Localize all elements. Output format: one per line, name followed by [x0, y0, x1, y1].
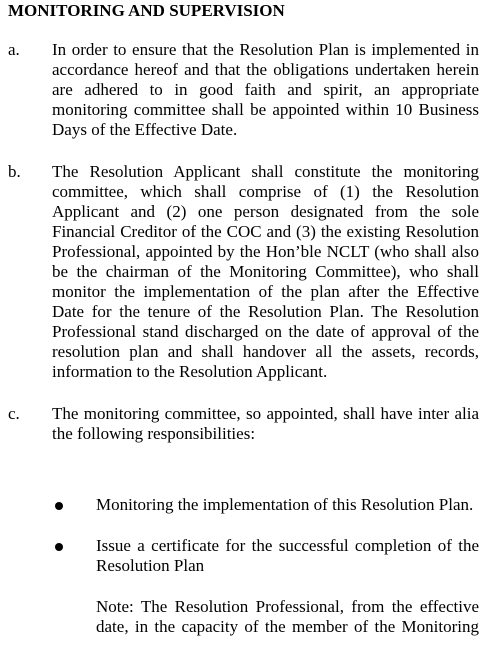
- item-b-line: Professional, appointed by the Hon’ble NCLT (who shall also: [52, 242, 479, 261]
- item-a-paragraph: [52, 40, 479, 140]
- item-c-line: The monitoring committee, so appointed, shall have inter alia: [52, 404, 479, 423]
- item-b-line: Date for the tenure of the Resolution Plan. The Resolution: [52, 302, 479, 321]
- bullet-item: [96, 495, 479, 515]
- item-b-label: b.: [8, 162, 21, 181]
- item-a-line: In order to ensure that the Resolution Plan is implemented in: [52, 40, 479, 59]
- item-b-line: monitor the implementation of the plan after the Effective: [52, 282, 479, 301]
- item-a-line: monitoring committee shall be appointed within 10 Business: [52, 100, 479, 119]
- item-c-line: the following responsibilities:: [52, 424, 256, 443]
- section-heading: MONITORING AND SUPERVISION: [8, 1, 285, 20]
- note-paragraph: [96, 597, 479, 637]
- item-b-line: Financial Creditor of the COC and (3) the existing Resolution: [52, 222, 479, 241]
- item-a-line: are adhered to in good faith and spirit, an appropriate: [52, 80, 479, 99]
- bullet-line: Resolution Plan: [96, 556, 205, 575]
- bullet-dot-icon: [55, 543, 63, 551]
- item-b-paragraph: [52, 162, 479, 382]
- item-a-line: Days of the Effective Date.: [52, 120, 238, 139]
- bullet-line: Monitoring the implementation of this Resolution Plan.: [96, 495, 474, 514]
- item-b-line: be the chairman of the Monitoring Committee), who shall: [52, 262, 479, 281]
- bullet-line: Issue a certificate for the successful completion of the: [96, 536, 479, 555]
- item-b-line: Professional stand discharged on the date of approval of the: [52, 322, 479, 341]
- bullet-dot-icon: [55, 502, 63, 510]
- item-c-paragraph: [52, 404, 479, 444]
- item-b-line: The Resolution Applicant shall constitute the monitoring: [52, 162, 479, 181]
- item-a-line: accordance hereof and that the obligations undertaken herein: [52, 60, 479, 79]
- item-b-line: committee, which shall comprise of (1) the Resolution: [52, 182, 479, 201]
- item-a-label: a.: [8, 40, 20, 59]
- note-line: date, in the capacity of the member of the Monitoring: [96, 617, 479, 636]
- bullet-item: [96, 536, 479, 576]
- note-line: Note: The Resolution Professional, from the effective: [96, 597, 479, 616]
- item-b-line: information to the Resolution Applicant.: [52, 362, 328, 381]
- item-b-line: Applicant and (2) one person designated from the sole: [52, 202, 479, 221]
- item-b-line: resolution plan and shall handover all the assets, records,: [52, 342, 479, 361]
- item-c-label: c.: [8, 404, 20, 423]
